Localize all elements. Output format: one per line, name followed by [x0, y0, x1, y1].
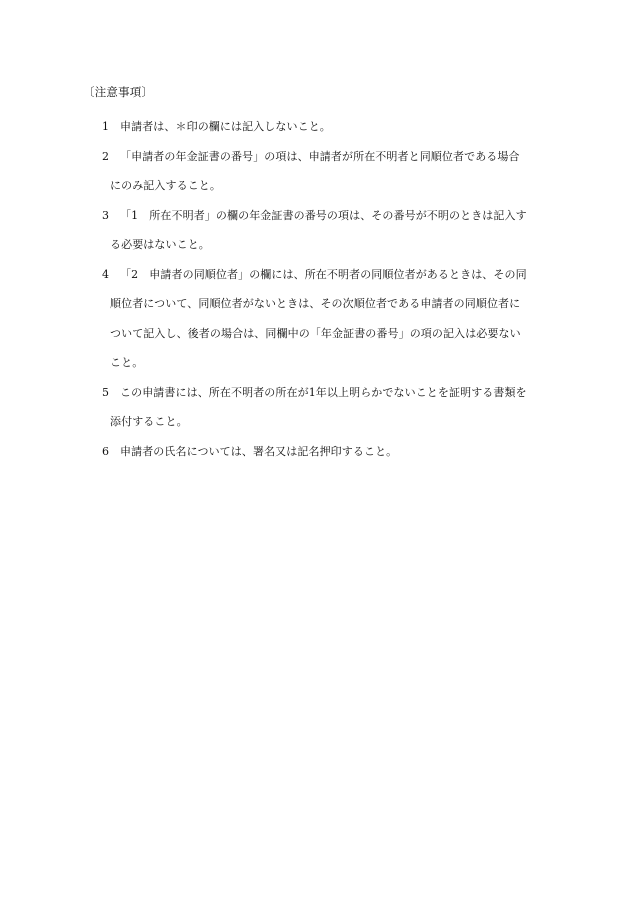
note-text-line: 申請者は、＊印の欄には記入しないこと。 — [120, 120, 331, 133]
notes-list — [83, 112, 553, 466]
note-text-line: 「2 申請者の同順位者」の欄には、所在不明者の同順位者があるときは、その同 — [120, 267, 527, 281]
note-number: 5 — [102, 385, 109, 399]
note-text-line: 順位者について、同順位者がないときは、その次順位者である申請者の同順位者に — [110, 297, 521, 310]
note-text-line: こと。 — [110, 356, 144, 369]
note-item-1 — [83, 112, 553, 142]
note-item-6 — [83, 437, 553, 467]
note-number: 1 — [102, 120, 109, 133]
note-text-line: る必要はないこと。 — [110, 238, 210, 251]
note-number: 3 — [102, 208, 109, 222]
note-number: 2 — [102, 149, 109, 163]
note-text-line: 申請者の氏名については、署名又は記名押印すること。 — [120, 444, 398, 458]
note-text-line: にのみ記入すること。 — [110, 179, 221, 192]
notes-title: 〔注意事項〕 — [83, 85, 154, 99]
note-text-line: 添付すること。 — [110, 415, 188, 428]
note-item-3 — [83, 201, 553, 260]
note-item-2 — [83, 142, 553, 201]
note-text-line: 「1 所在不明者」の欄の年金証書の番号の項は、その番号が不明のときは記入す — [120, 208, 527, 222]
note-item-4 — [83, 260, 553, 378]
note-item-5 — [83, 378, 553, 437]
notes-section — [83, 84, 553, 466]
note-number: 4 — [102, 267, 109, 281]
note-number: 6 — [102, 444, 109, 458]
note-text-line: ついて記入し、後者の場合は、同欄中の「年金証書の番号」の項の記入は必要ない — [110, 326, 521, 340]
note-text-line: 「申請者の年金証書の番号」の項は、申請者が所在不明者と同順位者である場合 — [120, 149, 520, 163]
note-text-line: この申請書には、所在不明者の所在が1年以上明らかでないことを証明する書類を — [120, 385, 527, 399]
